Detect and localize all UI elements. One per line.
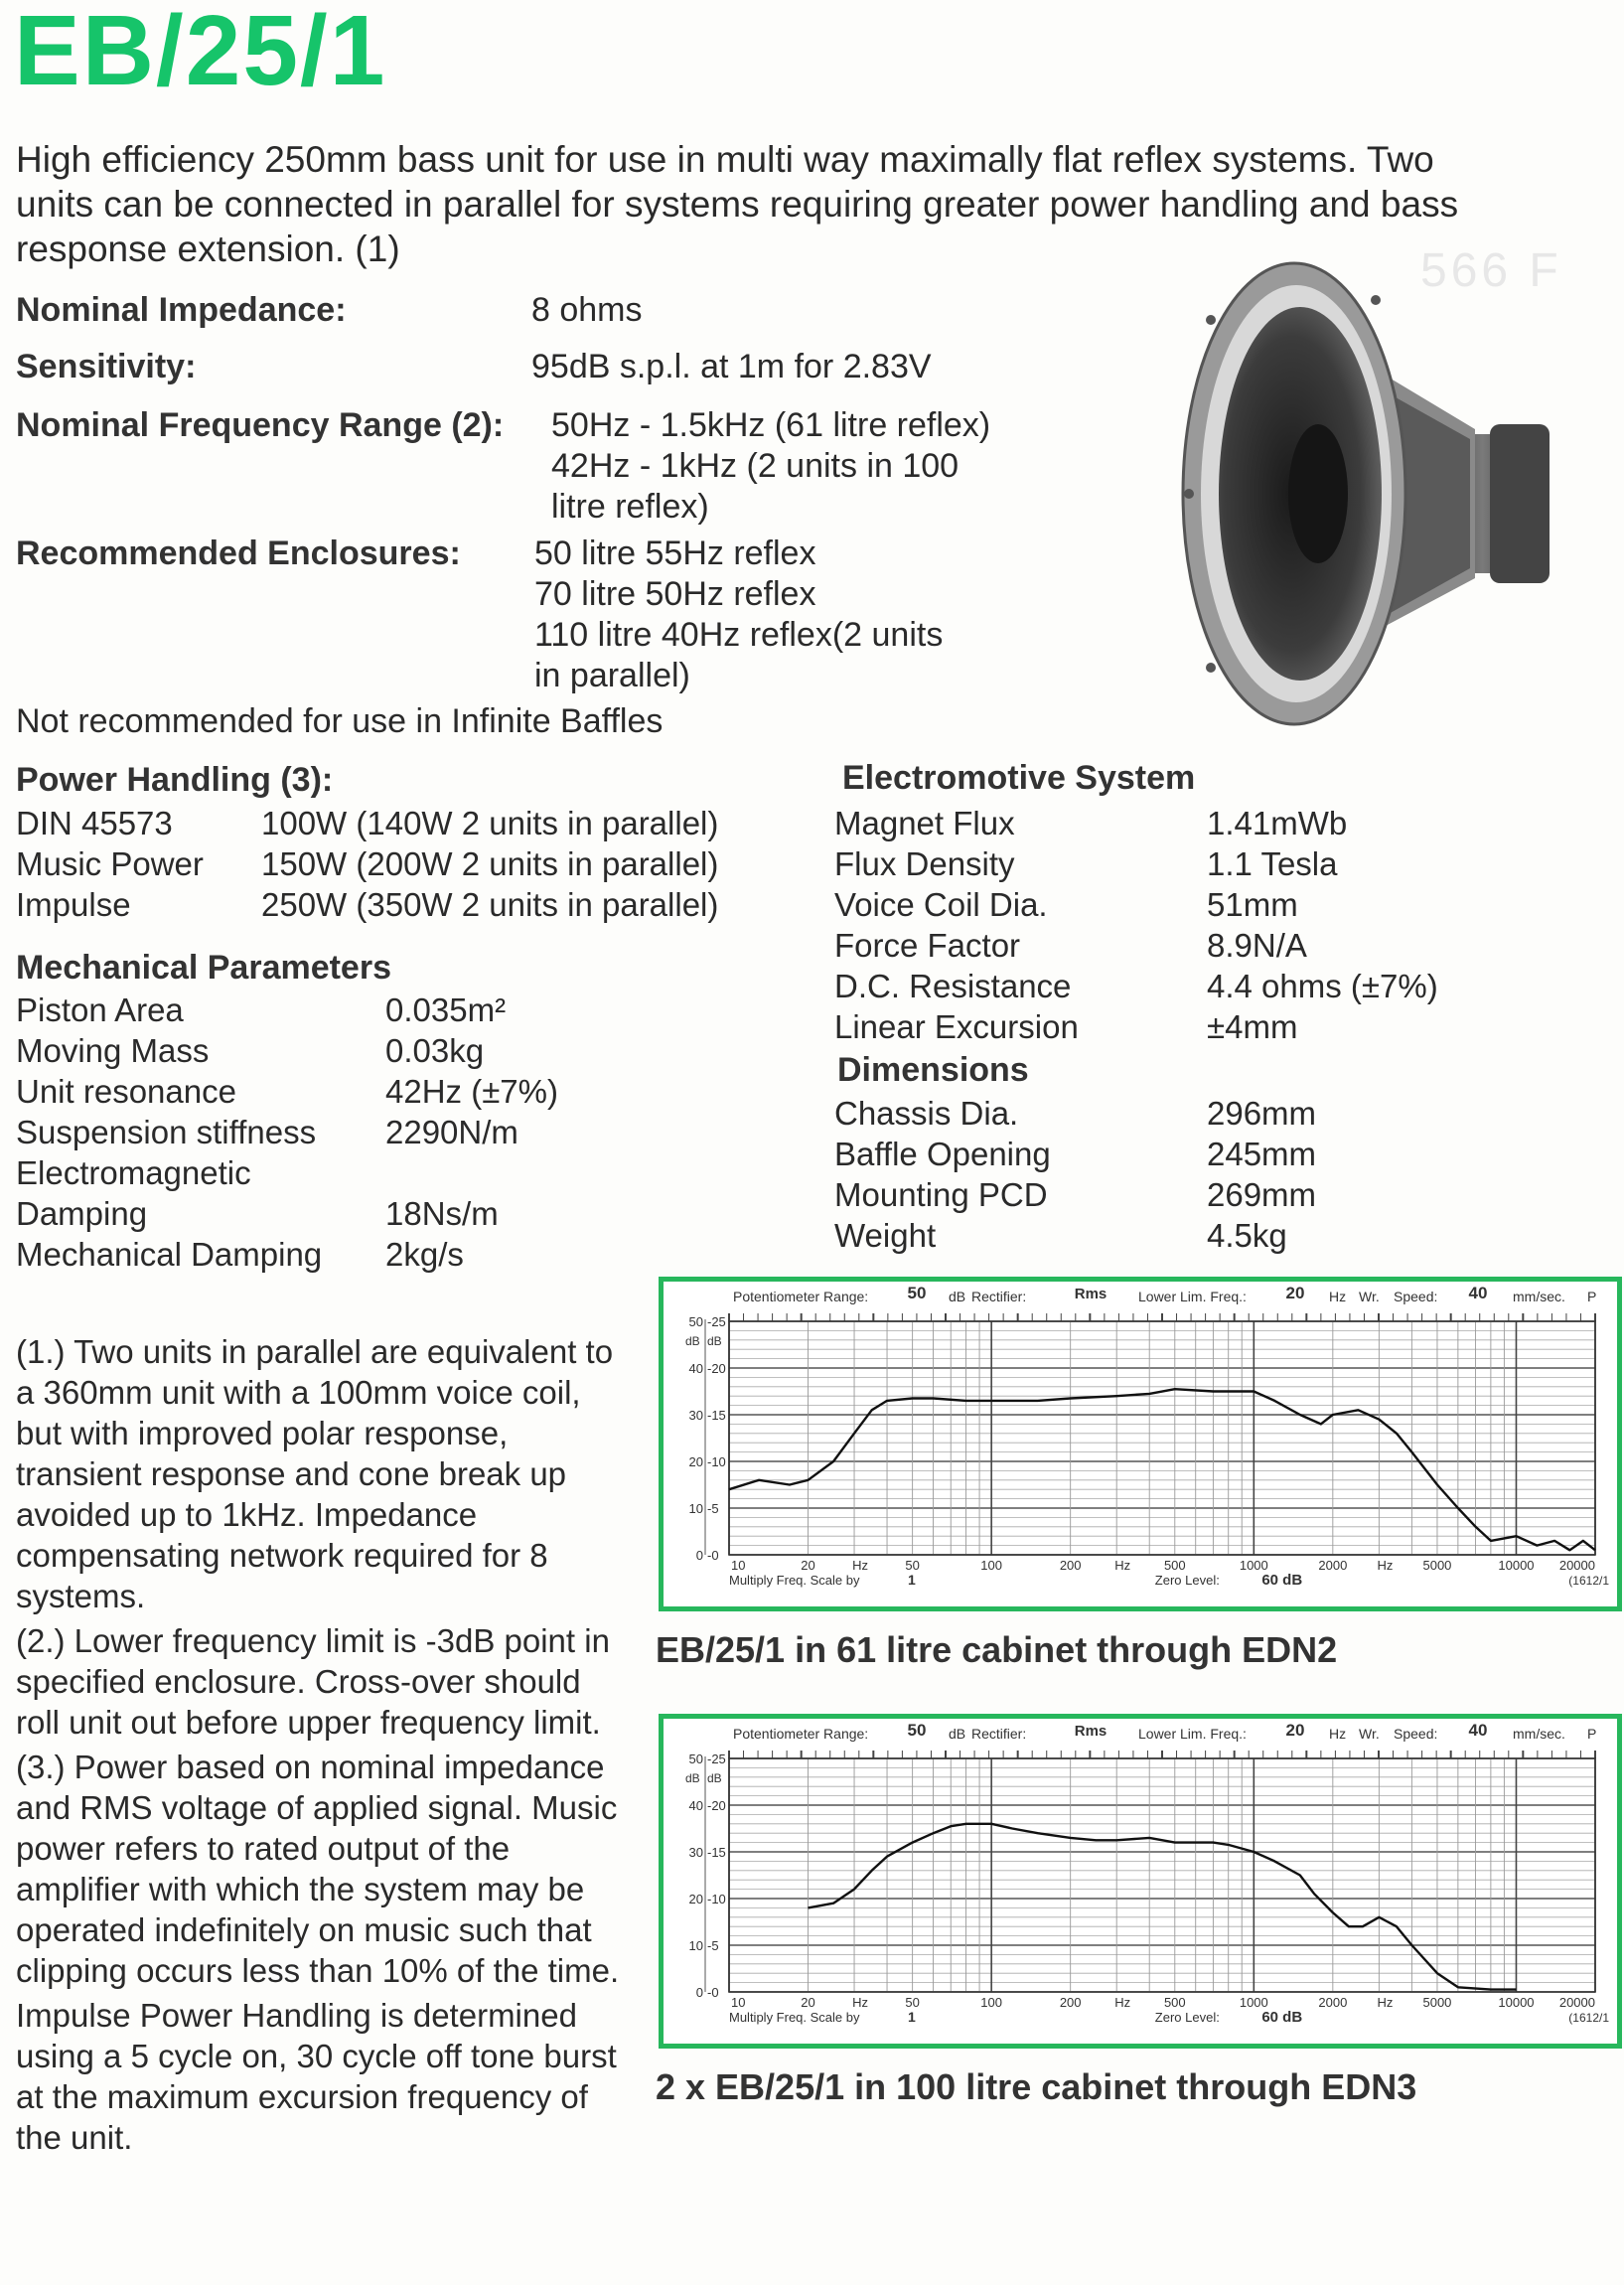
chart-y-tick: 10: [688, 1501, 703, 1516]
chart-header-label: Wr.: [1359, 1289, 1380, 1304]
chart-header-label: Wr.: [1359, 1726, 1380, 1742]
mechanical-row-label: Mechanical Damping: [16, 1236, 323, 1273]
chart-header-label: Speed:: [1394, 1289, 1438, 1304]
chart-header-label: Potentiometer Range:: [733, 1726, 869, 1742]
electromotive-row-label: Magnet Flux: [834, 805, 1015, 841]
chart-x-tick: 20: [801, 1558, 815, 1573]
chart-header-label: P: [1587, 1726, 1597, 1742]
chart-x-unit: Hz: [852, 1558, 869, 1573]
chart-1-caption: EB/25/1 in 61 litre cabinet through EDN2: [656, 1629, 1338, 1670]
chart-y-tick: -0: [707, 1548, 719, 1563]
chart-header-value: 40: [1468, 1721, 1488, 1740]
chart-y-tick: -15: [707, 1845, 726, 1860]
chart-y-tick: 20: [688, 1454, 703, 1469]
electromotive-row-label: Linear Excursion: [834, 1008, 1079, 1045]
chart-header-label: dB: [949, 1726, 966, 1742]
chart-footer-label: Zero Level:: [1154, 1573, 1220, 1588]
electromotive-row-value: 51mm: [1207, 886, 1298, 923]
chart-header-label: Hz: [1329, 1726, 1347, 1742]
chart-x-unit: Hz: [1114, 1995, 1131, 2010]
chart-y-tick: 30: [688, 1408, 703, 1423]
mechanical-row-value: 0.035m²: [385, 991, 507, 1028]
chart-y-tick: 20: [688, 1892, 703, 1906]
chart-x-tick: 50: [905, 1995, 920, 2010]
chart-x-tick: 10000: [1498, 1995, 1535, 2010]
chart-y-unit: dB: [707, 1333, 722, 1348]
footnote-3: (3.) Power based on nominal impedance and RMS voltage of applied signal. Music power refers to rated output of the amplifier with which the system may be operated indefinitely on music such that clipping occurs less than 10% of the time.: [16, 1749, 620, 1989]
power-row-value: 100W (140W 2 units in parallel): [261, 805, 719, 841]
mechanical-row-value: 2kg/s: [385, 1236, 464, 1273]
chart-header-label: P: [1587, 1289, 1597, 1304]
chart-x-unit: Hz: [1377, 1995, 1394, 2010]
chart-y-unit: dB: [685, 1770, 700, 1785]
chart-x-tick: 20: [801, 1995, 815, 2010]
chart-y-tick: -20: [707, 1361, 726, 1376]
dimensions-row-label: Chassis Dia.: [834, 1095, 1019, 1132]
chart-plot-border: [729, 1321, 1595, 1555]
power-row-value: 150W (200W 2 units in parallel): [261, 845, 719, 882]
electromotive-row-value: 1.41mWb: [1207, 805, 1348, 841]
product-title: EB/25/1: [14, 0, 387, 106]
chart-y-tick: 0: [695, 1548, 703, 1563]
chart-y-tick: -25: [707, 1752, 726, 1766]
chart-x-tick: 50: [905, 1558, 920, 1573]
chart-y-tick: 0: [695, 1985, 703, 2000]
spec-value-enclosure-line: 110 litre 40Hz reflex(2 units: [534, 616, 944, 654]
chart-y-tick: -10: [707, 1892, 726, 1906]
footnote-1: (1.) Two units in parallel are equivalent to a 360mm unit with a 100mm voice coil, but with improved polar response, transient response and cone break up avoided up to 1kHz. Impedance compensating network required for 8 systems.: [16, 1333, 614, 1614]
chart-footer-label: Zero Level:: [1154, 2010, 1220, 2025]
chart-footer-label: Multiply Freq. Scale by: [729, 2010, 860, 2025]
chart-x-tick: 1000: [1239, 1558, 1268, 1573]
chart-footer-value: 1: [908, 1572, 916, 1588]
chart-y-tick: -20: [707, 1798, 726, 1813]
chart-x-tick: 100: [980, 1558, 1003, 1573]
chart-header-value: 40: [1468, 1284, 1488, 1302]
mechanical-row-value: 42Hz (±7%): [385, 1073, 558, 1110]
mechanical-heading: Mechanical Parameters: [16, 949, 391, 987]
chart-x-unit: Hz: [1114, 1558, 1131, 1573]
mechanical-row-label: Suspension stiffness: [16, 1114, 317, 1150]
chart-footer-code: (1612/1: [1568, 2011, 1609, 2025]
chart-y-unit: dB: [707, 1770, 722, 1785]
electromotive-row-label: D.C. Resistance: [834, 968, 1072, 1004]
electromotive-row-value: 8.9N/A: [1207, 927, 1307, 964]
chart-y-tick: 40: [688, 1361, 703, 1376]
chart-x-tick: 5000: [1422, 1558, 1452, 1573]
chart-header-label: Lower Lim. Freq.:: [1138, 1726, 1247, 1742]
chart-y-tick: 30: [688, 1845, 703, 1860]
chart-x-tick: 10000: [1498, 1558, 1535, 1573]
power-row-value: 250W (350W 2 units in parallel): [261, 886, 719, 923]
mechanical-row-value: 0.03kg: [385, 1032, 485, 1069]
chart-2-caption: 2 x EB/25/1 in 100 litre cabinet through EDN3: [656, 2066, 1417, 2107]
spec-value-frequency-line: 50Hz - 1.5kHz (61 litre reflex): [551, 406, 991, 444]
chart-header-label: Rectifier:: [971, 1289, 1027, 1304]
chart-footer-value: 1: [908, 2009, 916, 2025]
spec-value-sensitivity: 95dB s.p.l. at 1m for 2.83V: [531, 348, 932, 385]
chart-x-tick: 200: [1059, 1558, 1082, 1573]
power-row-label: DIN 45573: [16, 805, 173, 841]
electromotive-row-label: Force Factor: [834, 927, 1021, 964]
speaker-drawing: [1177, 260, 1569, 727]
chart-header-label: dB: [949, 1289, 966, 1304]
mechanical-row-label: Piston Area: [16, 991, 184, 1028]
response-chart-1-frame: [659, 1277, 1622, 1611]
chart-y-tick: 50: [688, 1314, 703, 1329]
mechanical-row-value: 2290N/m: [385, 1114, 518, 1150]
response-curve: [729, 1389, 1595, 1550]
chart-y-tick: -25: [707, 1314, 726, 1329]
chart-x-tick: 10: [731, 1558, 746, 1573]
spec-label-enclosures: Recommended Enclosures:: [16, 534, 461, 572]
spec-label-impedance: Nominal Impedance:: [16, 291, 347, 329]
chart-header-label: mm/sec.: [1513, 1726, 1565, 1742]
mechanical-row-label: Moving Mass: [16, 1032, 210, 1069]
chart-y-tick: -10: [707, 1454, 726, 1469]
dimensions-row-value: 269mm: [1207, 1176, 1317, 1213]
chart-header-value: 50: [907, 1721, 927, 1740]
electromotive-row-value: ±4mm: [1207, 1008, 1298, 1045]
mechanical-row-label: Damping: [16, 1195, 148, 1232]
mechanical-row-label: Electromagnetic: [16, 1154, 251, 1191]
chart-header-value: 20: [1285, 1284, 1305, 1302]
power-heading: Power Handling (3):: [16, 761, 334, 799]
chart-header-label: mm/sec.: [1513, 1289, 1565, 1304]
dimensions-row-value: 4.5kg: [1207, 1217, 1287, 1254]
chart-y-unit: dB: [685, 1333, 700, 1348]
dimensions-row-label: Baffle Opening: [834, 1136, 1051, 1172]
chart-y-tick: -15: [707, 1408, 726, 1423]
chart-x-unit: Hz: [852, 1995, 869, 2010]
chart-footer-label: Multiply Freq. Scale by: [729, 1573, 860, 1588]
power-row-label: Music Power: [16, 845, 204, 882]
chart-y-tick: 50: [688, 1752, 703, 1766]
chart-x-tick: 10: [731, 1995, 746, 2010]
mechanical-row-label: Unit resonance: [16, 1073, 236, 1110]
electromotive-row-label: Flux Density: [834, 845, 1015, 882]
spec-value-frequency-line: litre reflex): [551, 488, 709, 526]
response-chart-1: [664, 1282, 1617, 1606]
ghost-mark: 566 F: [1420, 244, 1562, 297]
chart-y-tick: 10: [688, 1938, 703, 1953]
chart-y-tick: -5: [707, 1938, 719, 1953]
spec-value-enclosure-line: in parallel): [534, 657, 690, 694]
spec-label-sensitivity: Sensitivity:: [16, 348, 197, 385]
dimensions-row-label: Mounting PCD: [834, 1176, 1048, 1213]
chart-y-tick: -0: [707, 1985, 719, 2000]
response-curve: [809, 1824, 1517, 1990]
footnotes: [16, 1331, 632, 2162]
response-chart-2: [664, 1719, 1617, 2044]
electromotive-row-label: Voice Coil Dia.: [834, 886, 1048, 923]
chart-footer-code: (1612/1: [1568, 1574, 1609, 1588]
response-chart-2-frame: [659, 1714, 1622, 2049]
dimensions-row-label: Weight: [834, 1217, 937, 1254]
chart-x-tick: 500: [1163, 1558, 1186, 1573]
chart-header-value: Rms: [1074, 1723, 1107, 1740]
chart-footer-value: 60 dB: [1261, 2009, 1303, 2026]
electromotive-row-value: 1.1 Tesla: [1207, 845, 1338, 882]
chart-x-tick: 200: [1059, 1995, 1082, 2010]
chart-footer-value: 60 dB: [1261, 1572, 1303, 1589]
chart-plot-border: [729, 1758, 1595, 1992]
mechanical-row-value: 18Ns/m: [385, 1195, 499, 1232]
chart-header-label: Lower Lim. Freq.:: [1138, 1289, 1247, 1304]
electromotive-row-value: 4.4 ohms (±7%): [1207, 968, 1438, 1004]
dimensions-row-value: 296mm: [1207, 1095, 1317, 1132]
power-row-label: Impulse: [16, 886, 131, 923]
chart-x-tick: 100: [980, 1995, 1003, 2010]
chart-header-label: Speed:: [1394, 1726, 1438, 1742]
chart-x-tick: 1000: [1239, 1995, 1268, 2010]
chart-header-label: Hz: [1329, 1289, 1347, 1304]
intro-paragraph: High efficiency 250mm bass unit for use in multi way maximally flat reflex systems. Two units can be connected in parallel for systems requiring greater power handling and bass response extension. (1): [16, 139, 1459, 269]
spec-label-frequency-range: Nominal Frequency Range (2):: [16, 406, 505, 444]
chart-header-label: Rectifier:: [971, 1726, 1027, 1742]
footnote-4: Impulse Power Handling is determined using a 5 cycle on, 30 cycle off tone burst at the maximum excursion frequency of the unit.: [16, 1997, 617, 2156]
chart-y-tick: -5: [707, 1501, 719, 1516]
spec-value-impedance: 8 ohms: [531, 291, 643, 329]
chart-x-tick: 20000: [1558, 1995, 1595, 2010]
spec-value-frequency-line: 42Hz - 1kHz (2 units in 100: [551, 447, 960, 485]
chart-x-unit: Hz: [1377, 1558, 1394, 1573]
chart-x-tick: 20000: [1558, 1558, 1595, 1573]
chart-header-value: Rms: [1074, 1286, 1107, 1302]
chart-x-tick: 2000: [1318, 1558, 1348, 1573]
spec-value-enclosure-line: 70 litre 50Hz reflex: [534, 575, 816, 613]
chart-x-tick: 2000: [1318, 1995, 1348, 2010]
dimensions-row-value: 245mm: [1207, 1136, 1317, 1172]
chart-header-value: 20: [1285, 1721, 1305, 1740]
chart-y-tick: 40: [688, 1798, 703, 1813]
chart-header-value: 50: [907, 1284, 927, 1302]
spec-value-enclosure-line: 50 litre 55Hz reflex: [534, 534, 816, 572]
chart-x-tick: 5000: [1422, 1995, 1452, 2010]
chart-x-tick: 500: [1163, 1995, 1186, 2010]
electromotive-heading: Electromotive System: [842, 759, 1196, 797]
not-recommended-note: Not recommended for use in Infinite Baffles: [16, 702, 664, 740]
footnote-2: (2.) Lower frequency limit is -3dB point in specified enclosure. Cross-over should roll unit out before upper frequency limit.: [16, 1622, 610, 1741]
chart-header-label: Potentiometer Range:: [733, 1289, 869, 1304]
dimensions-heading: Dimensions: [837, 1051, 1029, 1089]
